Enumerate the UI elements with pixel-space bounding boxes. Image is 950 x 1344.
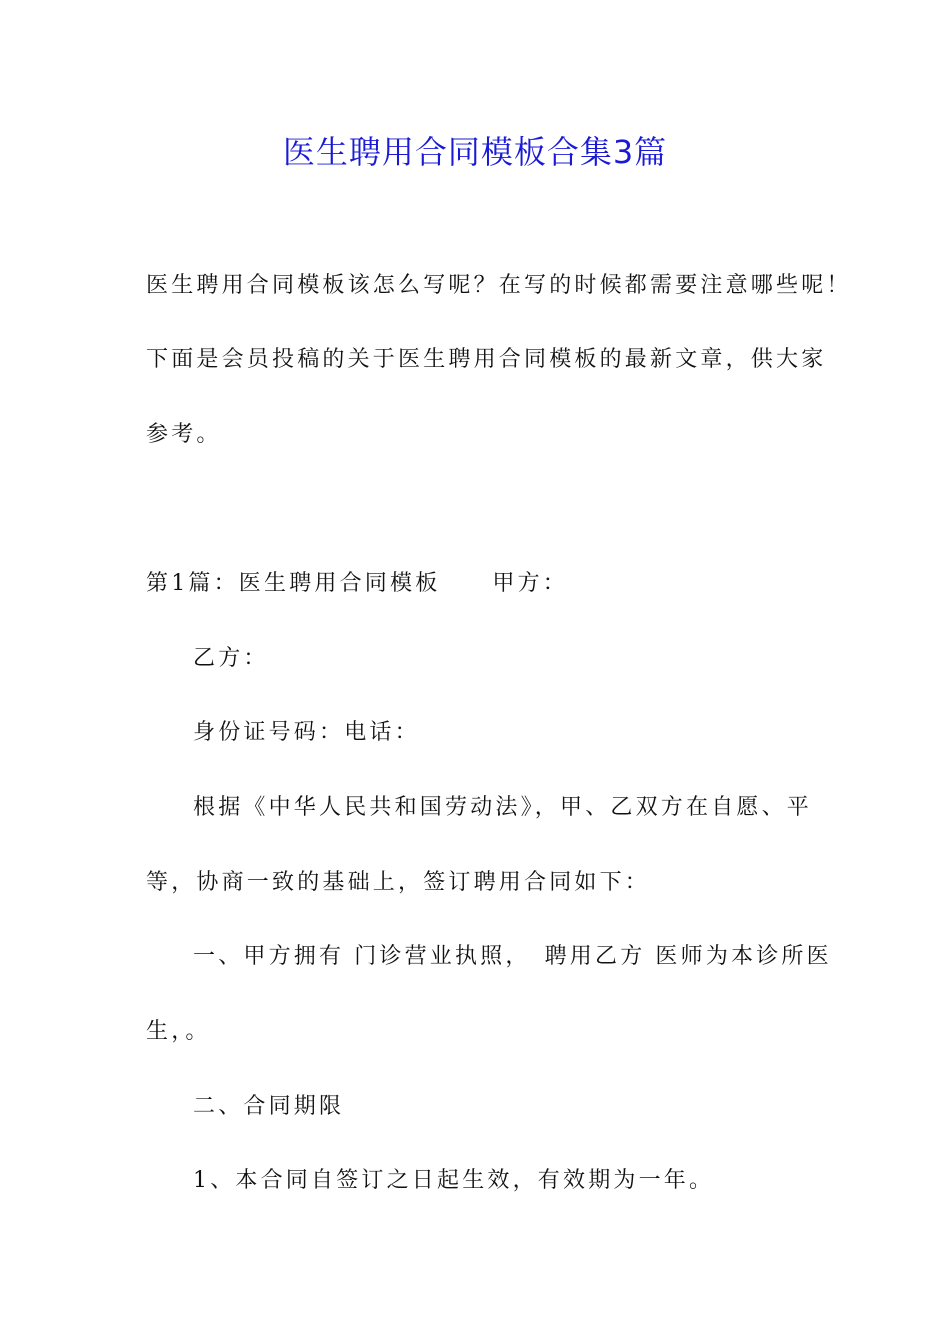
document-title: 医生聘用合同模板合集3篇 [282,133,668,171]
clause-1-line-2: 生，。 [146,1019,211,1044]
id-number-label: 身份证号码： [193,720,345,745]
clause-1-part-1: 一、甲方拥有 [193,944,345,969]
clause-1-part-4: 医师为本诊所医 [655,944,832,969]
id-phone-line [193,718,420,748]
clause-1-part-2: 门诊营业执照， [354,944,531,969]
party-b-label: 乙方： [193,646,269,671]
paragraph-1-line-1: 根据《中华人民共和国劳动法》，甲、乙双方在自愿、平 [193,795,813,820]
phone-label: 电话： [344,720,420,745]
clause-2-heading: 二、合同期限 [193,1094,345,1119]
intro-line-1: 医生聘用合同模板该怎么写呢？在写的时候都需要注意哪些呢！ [146,273,852,298]
paragraph-1-line-2: 等，协商一致的基础上，签订聘用合同如下： [146,870,651,895]
clause-1-part-3: 聘用乙方 [544,944,646,969]
clause-2-item-1: 1、本合同自签订之日起生效，有效期为一年。 [193,1168,715,1193]
intro-line-2: 下面是会员投稿的关于医生聘用合同模板的最新文章，供大家 [146,347,827,372]
section-1-heading-line [146,569,568,599]
intro-line-3: 参考。 [146,422,222,447]
clause-1-line-1 [193,942,832,972]
section-1-heading: 第1篇：医生聘用合同模板 [146,571,441,596]
party-a-label: 甲方： [492,571,569,596]
